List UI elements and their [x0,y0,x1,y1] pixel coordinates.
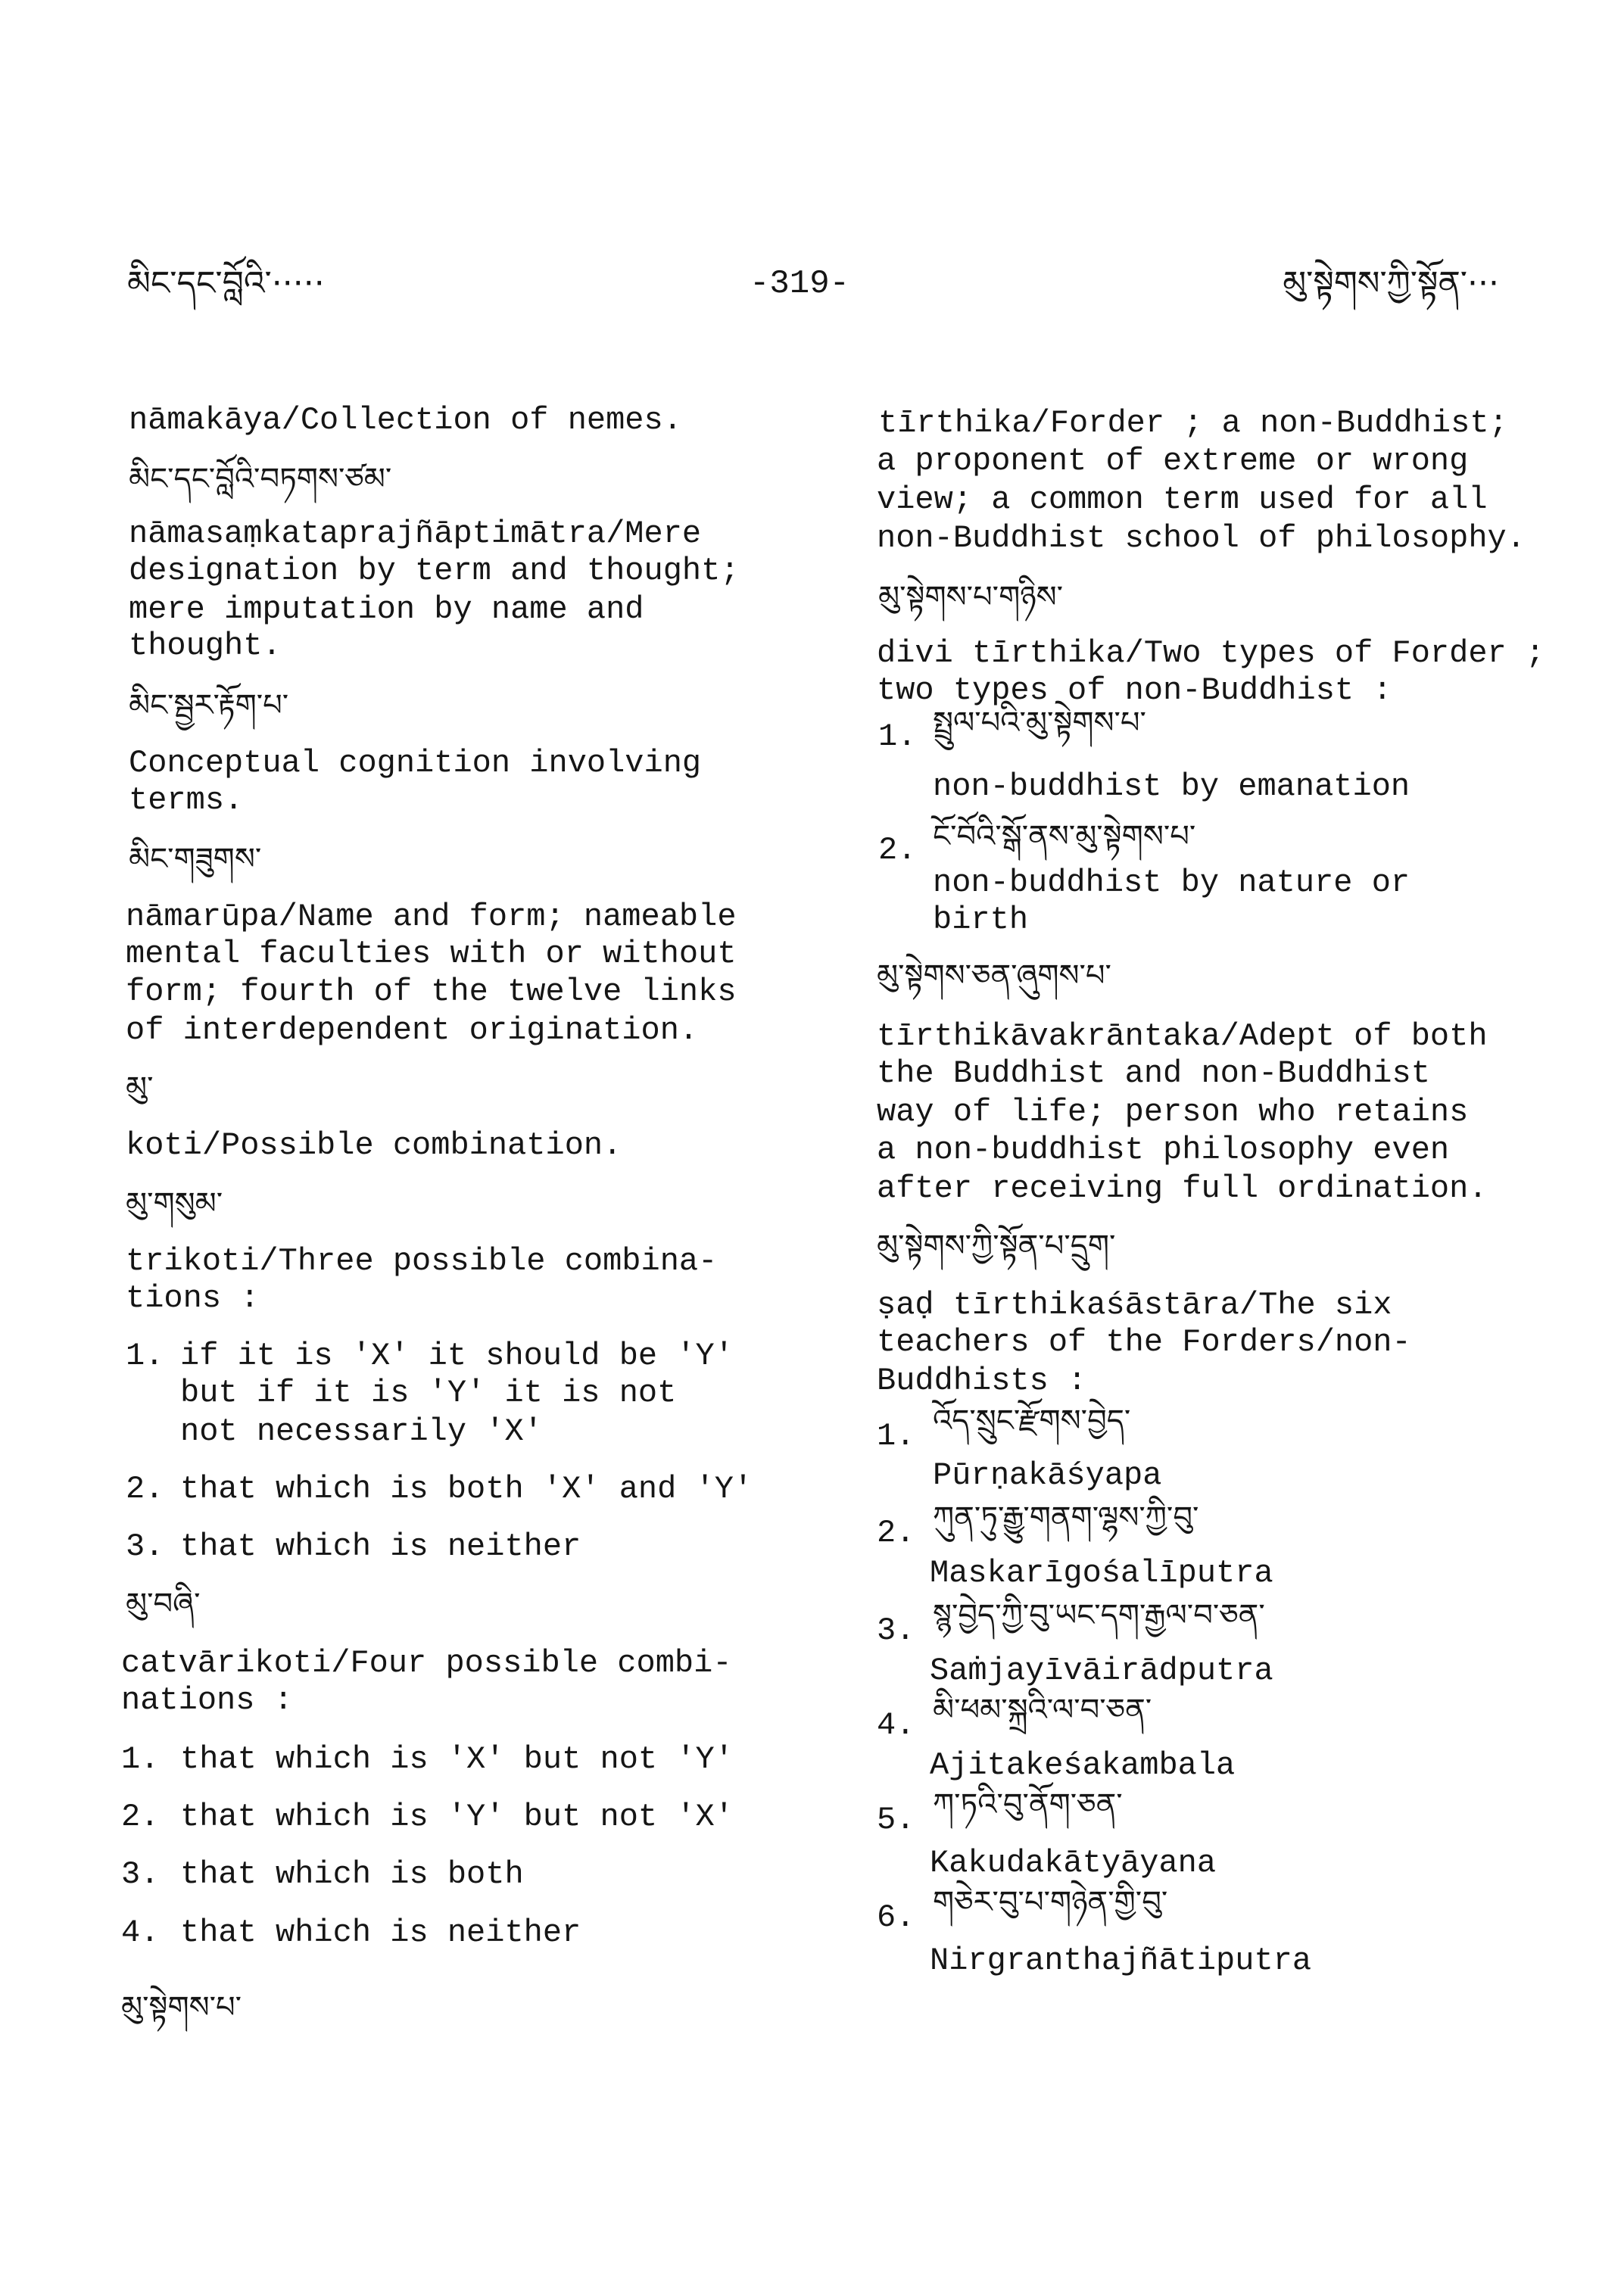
teacher-tibetan: མི་ཕམ་སྐྲའི་ལ་བ་ཅན་ [933,1693,1152,1728]
running-head-right: མུ་སྟེགས་ཀྱི་སྟོན་··· [1283,264,1499,303]
list-item: non-buddhist by nature or [933,865,1410,901]
teacher-tibetan: འོད་སྲུང་རྫོགས་བྱེད་ [933,1404,1131,1438]
list-item: that which is both [180,1856,524,1893]
entry-definition: after receiving full ordination. [877,1170,1488,1207]
entry-tibetan-headword: མིང་སྦྱར་རྟོག་པ་ [129,688,289,723]
entry-tibetan-headword: མིང་དང་བློའི་བཏགས་ཙམ་ [129,462,392,497]
entry-definition: Buddhists : [877,1363,1087,1399]
entry-definition: mental faculties with or without [126,936,737,972]
list-number: 1. [878,718,917,755]
list-number: 2. [877,1515,915,1551]
entry-definition: divi tīrthika/Two types of Forder ; [877,635,1545,671]
list-item: that which is 'Y' but not 'X' [180,1799,734,1835]
entry-definition: way of life; person who retains [877,1094,1469,1130]
list-item: but if it is 'Y' it is not [180,1375,677,1411]
list-item: not necessarily 'X' [180,1413,543,1450]
entry-definition: ṣaḍ tīrthikaśāstāra/The six [877,1287,1392,1323]
list-item: that which is neither [180,1914,581,1951]
entry-definition: tions : [126,1280,260,1316]
entry-definition: Conceptual cognition involving [129,745,702,781]
entry-definition: form; fourth of the twelve links [126,974,737,1010]
teacher-tibetan: སྙ་བྱེད་ཀྱི་བུ་ཡང་དག་རྒྱལ་བ་ཅན་ [933,1598,1265,1633]
list-item-tibetan: ངོ་བོའི་སྒོ་ནས་མུ་སྟེགས་པ་ [933,819,1196,854]
entry-tibetan-headword: མུ་སྟེགས་པ་གཉིས་ [878,580,1064,615]
entry-definition: a proponent of extreme or wrong [877,443,1469,479]
teacher-sanskrit-name: Pūrṇakāśyapa [933,1457,1162,1494]
entry-tibetan-headword: མུ་སྟེགས་ཅན་ཞུགས་པ་ [877,958,1111,993]
entry-definition: nāmasaṃkataprajñāptimātra/Mere [129,516,702,552]
page-number: -319- [750,265,850,303]
entry-tibetan-headword: མུ་སྟེགས་པ་ [121,1990,242,2025]
teacher-sanskrit-name: Kakudakātyāyana [930,1845,1217,1881]
entry-definition: non-Buddhist school of philosophy. [877,520,1526,556]
entry-definition: terms. [129,782,244,818]
entry-definition: of interdependent origination. [126,1012,699,1048]
entry-definition: nations : [121,1682,293,1718]
teacher-sanskrit-name: Ajitakeśakambala [930,1747,1236,1784]
teacher-sanskrit-name: Nirgranthajñātiputra [930,1943,1312,1979]
list-number: 4. [877,1707,915,1743]
list-item: birth [933,902,1029,938]
entry-definition: teachers of the Forders/non- [877,1324,1411,1360]
list-item: that which is both 'X' and 'Y' [180,1471,753,1507]
list-item: that which is 'X' but not 'Y' [180,1741,734,1777]
list-number: 1. [121,1741,160,1777]
entry-definition: tīrthika/Forder ; a non-Buddhist; [878,405,1508,441]
list-number: 1. [126,1338,164,1374]
list-number: 2. [126,1471,164,1507]
list-number: 1. [877,1418,915,1454]
teacher-sanskrit-name: Maskarīgośalīputra [930,1555,1273,1591]
entry-definition: trikoti/Three possible combina- [126,1243,718,1279]
list-number: 3. [126,1528,164,1565]
list-number: 3. [877,1612,915,1649]
list-number: 2. [878,832,917,868]
entry-tibetan-headword: མིང་གཟུགས་ [129,842,262,877]
entry-definition: nāmarūpa/Name and form; nameable [126,899,737,935]
teacher-tibetan: ཀུན་ཏུ་རྒྱུ་གནག་ལྷས་ཀྱི་བུ་ [933,1500,1199,1535]
teacher-tibetan: ཀ་ཏའི་བུ་ནོག་ཅན་ [933,1787,1123,1822]
list-item: that which is neither [180,1528,581,1565]
entry-tibetan-headword: མུ་བཞི་ [126,1587,201,1622]
entry-tibetan-headword: མུ་ [126,1070,154,1105]
entry-definition: a non-buddhist philosophy even [877,1132,1450,1168]
entry-definition: two types of non-Buddhist : [877,672,1392,709]
teacher-sanskrit-name: Saṁjayīvāirādputra [930,1653,1273,1689]
entry-definition: thought. [129,628,282,664]
list-number: 3. [121,1856,160,1893]
entry-definition: nāmakāya/Collection of nemes. [129,402,682,438]
entry-definition: the Buddhist and non-Buddhist [877,1055,1430,1092]
list-item: non-buddhist by emanation [933,768,1410,805]
list-number: 2. [121,1799,160,1835]
entry-definition: mere imputation by name and [129,591,644,628]
entry-definition: catvārikoti/Four possible combi- [121,1645,732,1681]
entry-definition: koti/Possible combination. [126,1127,622,1164]
running-head-left: མིང་དང་བློའི་····· [127,264,325,303]
list-number: 5. [877,1802,915,1838]
teacher-tibetan: གཅེར་བུ་པ་གཉེན་གྱི་བུ་ [933,1885,1168,1920]
entry-tibetan-headword: མུ་སྟེགས་ཀྱི་སྟོན་པ་དྲུག་ [877,1229,1116,1263]
list-number: 6. [877,1899,915,1936]
list-number: 4. [121,1914,160,1951]
entry-definition: designation by term and thought; [129,553,740,589]
entry-definition: tīrthikāvakrāntaka/Adept of both [877,1018,1488,1055]
entry-definition: view; a common term used for all [877,481,1488,518]
list-item: if it is 'X' it should be 'Y' [180,1338,734,1374]
list-item-tibetan: སྤྲུལ་པའི་མུ་སྟེགས་པ་ [933,706,1146,740]
entry-tibetan-headword: མུ་གསུམ་ [126,1186,223,1221]
